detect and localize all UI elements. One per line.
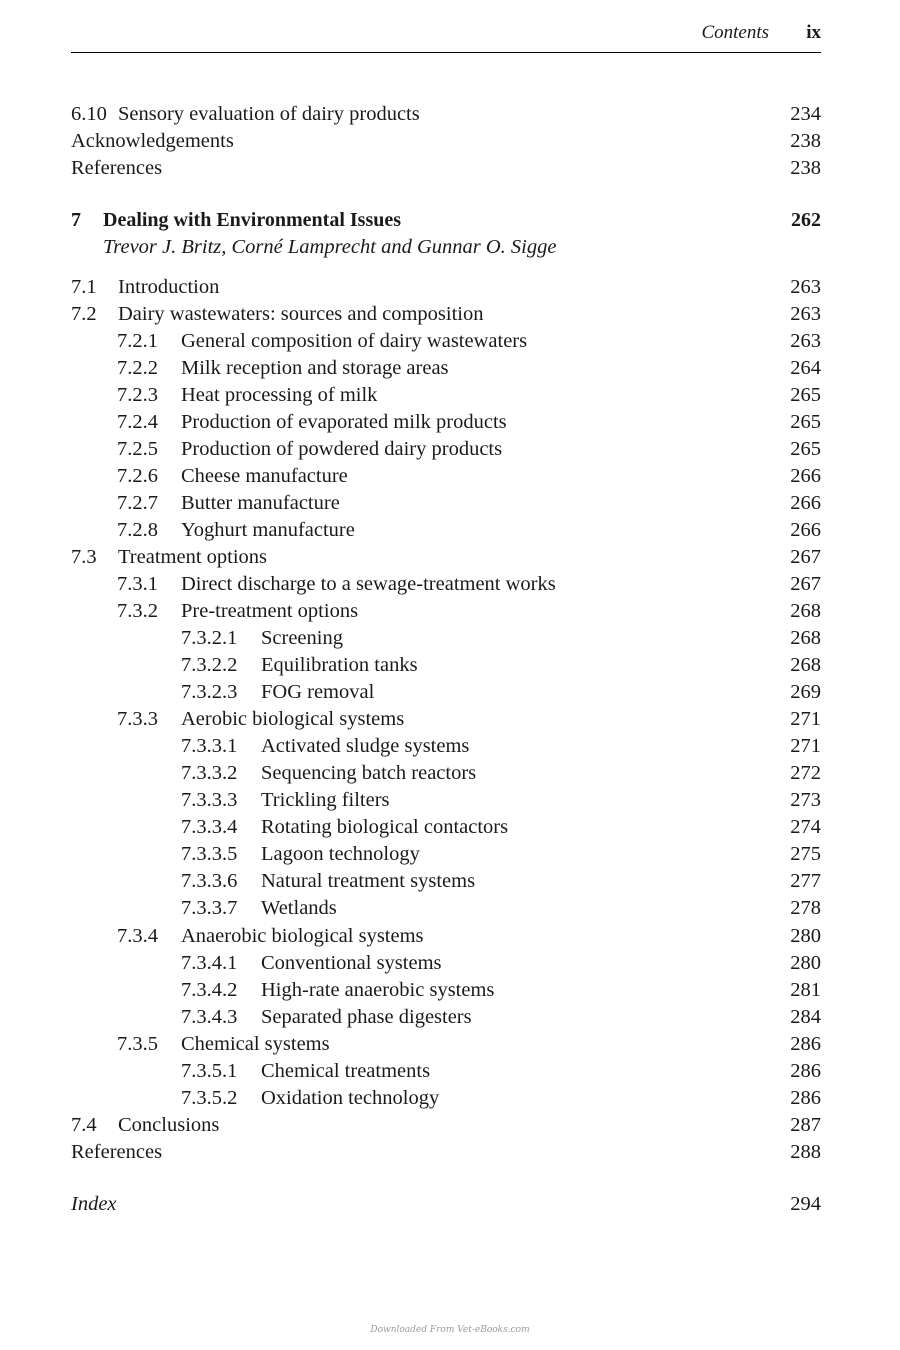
- toc-entry-number: 7.3.3.2: [181, 762, 238, 784]
- toc-entry-page: 264: [790, 357, 821, 379]
- toc-entry-number: 7.2.5: [117, 438, 158, 460]
- toc-entry-title: Treatment options: [118, 546, 268, 568]
- toc-entry-title: Equilibration tanks: [261, 654, 418, 676]
- toc-entry-number: 7.3.3: [117, 708, 158, 730]
- toc-entry-title: Chemical treatments: [261, 1060, 431, 1082]
- toc-entry-page: 263: [790, 276, 821, 298]
- toc-entry-7-3-3-6: [71, 868, 821, 894]
- toc-entry-number: 7.3.2: [117, 600, 158, 622]
- toc-entry-number: 7.3.3.1: [181, 735, 238, 757]
- toc-entry-page: 280: [790, 952, 821, 974]
- toc-entry-number: 7.4: [71, 1114, 97, 1136]
- toc-entry-title: Lagoon technology: [261, 843, 420, 865]
- toc-entry-title: Conclusions: [118, 1114, 220, 1136]
- toc-entry-title: Pre-treatment options: [181, 600, 359, 622]
- toc-entry-page: 238: [790, 130, 821, 152]
- toc-entry-acknowledgements: [71, 128, 821, 154]
- toc-entry-number: 7.3.2.3: [181, 681, 238, 703]
- toc-entry-page: 265: [790, 384, 821, 406]
- toc-entry-references-7: [71, 1139, 821, 1165]
- toc-entry-number: 7.3.3.3: [181, 789, 238, 811]
- toc-entry-number: 7.3.2.2: [181, 654, 238, 676]
- toc-entry-title: Acknowledgements: [71, 130, 234, 152]
- toc-entry-7-3-4: [71, 923, 821, 949]
- toc-entry-number: 7.3.1: [117, 573, 158, 595]
- running-header: [71, 22, 821, 53]
- toc-entry-page: 266: [790, 465, 821, 487]
- toc-entry-7-3-3-2: [71, 760, 821, 786]
- toc-entry-title: Production of powdered dairy products: [181, 438, 503, 460]
- toc-entry-7-3-5: [71, 1031, 821, 1057]
- toc-entry-number: 6.10: [71, 103, 107, 125]
- toc-entry-page: 271: [790, 708, 821, 730]
- toc-entry-number: 7.3.5.1: [181, 1060, 238, 1082]
- toc-entry-number: 7.3.5.2: [181, 1087, 238, 1109]
- toc-chapter-7: [71, 207, 821, 233]
- toc-entry-7-3-2-3: [71, 679, 821, 705]
- toc-entry-title: Chemical systems: [181, 1033, 330, 1055]
- toc-entry-page: 286: [790, 1087, 821, 1109]
- toc-entry-title: Butter manufacture: [181, 492, 340, 514]
- toc-entry-number: 7.3.3.5: [181, 843, 238, 865]
- toc-entry-title: Anaerobic biological systems: [181, 925, 424, 947]
- toc-entry-page: 263: [790, 303, 821, 325]
- toc-entry-7-3-5-2: [71, 1085, 821, 1111]
- toc-entry-page: 277: [790, 870, 821, 892]
- toc-entry-page: 238: [790, 157, 821, 179]
- toc-entry-number: 7.3.4.1: [181, 952, 238, 974]
- toc-entry-page: 263: [790, 330, 821, 352]
- toc-entry-title: References: [71, 157, 163, 179]
- chapter-page: 262: [791, 209, 821, 231]
- toc-entry-7-3-1: [71, 571, 821, 597]
- chapter-title: Dealing with Environmental Issues: [103, 209, 402, 231]
- toc-entry-title: Natural treatment systems: [261, 870, 476, 892]
- toc-entry-page: 271: [790, 735, 821, 757]
- toc-entry-title: Sensory evaluation of dairy products: [118, 103, 420, 125]
- toc-entry-7-3-2-2: [71, 652, 821, 678]
- toc-entry-number: 7.3.5: [117, 1033, 158, 1055]
- toc-entry-7-3-3-3: [71, 787, 821, 813]
- toc-entry-7-3-3-7: [71, 895, 821, 921]
- toc-entry-number: 7.3.3.6: [181, 870, 238, 892]
- toc-entry-7-2: [71, 301, 821, 327]
- toc-entry-7-3-3: [71, 706, 821, 732]
- toc-entry-title: Activated sludge systems: [261, 735, 470, 757]
- toc-entry-number: 7.3.2.1: [181, 627, 238, 649]
- toc-entry-title: Cheese manufacture: [181, 465, 348, 487]
- toc-entry-page: 267: [790, 546, 821, 568]
- toc-entry-page: 275: [790, 843, 821, 865]
- toc-entry-7-2-1: [71, 328, 821, 354]
- toc-entry-page: 266: [790, 519, 821, 541]
- toc-entry-title: References: [71, 1141, 163, 1163]
- toc-entry-7-2-8: [71, 517, 821, 543]
- toc-entry-page: 265: [790, 438, 821, 460]
- toc-entry-page: 274: [790, 816, 821, 838]
- toc-entry-title: Screening: [261, 627, 343, 649]
- toc-entry-page: 273: [790, 789, 821, 811]
- toc-entry-title: Wetlands: [261, 897, 337, 919]
- toc-entry-page: 286: [790, 1033, 821, 1055]
- toc-entry-page: 288: [790, 1141, 821, 1163]
- toc-entry-title: Direct discharge to a sewage-treatment works: [181, 573, 556, 595]
- toc-entry-page: 234: [790, 103, 821, 125]
- toc-entry-number: 7.3.4.2: [181, 979, 238, 1001]
- toc-entry-page: 268: [790, 600, 821, 622]
- toc-entry-page: 272: [790, 762, 821, 784]
- toc-entry-title: Index: [71, 1193, 117, 1215]
- toc-entry-number: 7.2.4: [117, 411, 158, 433]
- toc-entry-title: Heat processing of milk: [181, 384, 378, 406]
- toc-entry-title: FOG removal: [261, 681, 375, 703]
- toc-entry-title: Rotating biological contactors: [261, 816, 509, 838]
- toc-entry-7-3-4-2: [71, 977, 821, 1003]
- toc-entry-number: 7.3.3.4: [181, 816, 238, 838]
- toc-entry-title: Production of evaporated milk products: [181, 411, 507, 433]
- toc-entry-number: 7.2.2: [117, 357, 158, 379]
- toc-entry-number: 7.3.4: [117, 925, 158, 947]
- toc-entry-page: 268: [790, 654, 821, 676]
- toc-entry-title: Milk reception and storage areas: [181, 357, 449, 379]
- toc-entry-title: Aerobic biological systems: [181, 708, 405, 730]
- running-title: Contents: [701, 22, 769, 43]
- toc-entry-7-2-5: [71, 436, 821, 462]
- toc-entry-7-3-2: [71, 598, 821, 624]
- toc-entry-index: [71, 1191, 821, 1217]
- toc-entry-7-3: [71, 544, 821, 570]
- toc-entry-number: 7.3: [71, 546, 97, 568]
- toc-entry-page: 268: [790, 627, 821, 649]
- toc-entry-7-1: [71, 274, 821, 300]
- toc-entry-title: Oxidation technology: [261, 1087, 440, 1109]
- toc-entry-title: Conventional systems: [261, 952, 442, 974]
- toc-entry-title: Trickling filters: [261, 789, 390, 811]
- toc-entry-number: 7.3.4.3: [181, 1006, 238, 1028]
- toc-entry-title: Dairy wastewaters: sources and composition: [118, 303, 484, 325]
- toc-entry-page: 266: [790, 492, 821, 514]
- toc-entry-title: High-rate anaerobic systems: [261, 979, 495, 1001]
- toc-entry-title: Separated phase digesters: [261, 1006, 472, 1028]
- chapter-authors: [71, 234, 821, 260]
- toc-entry-7-3-3-5: [71, 841, 821, 867]
- toc-entry-number: 7.2.1: [117, 330, 158, 352]
- toc-entry-page: 267: [790, 573, 821, 595]
- toc-entry-7-3-3-1: [71, 733, 821, 759]
- toc-entry-7-2-6: [71, 463, 821, 489]
- toc-entry-page: 269: [790, 681, 821, 703]
- toc-entry-number: 7.2.8: [117, 519, 158, 541]
- toc-entry-page: 287: [790, 1114, 821, 1136]
- toc-entry-7-3-4-1: [71, 950, 821, 976]
- toc-entry-page: 286: [790, 1060, 821, 1082]
- toc-entry-7-3-2-1: [71, 625, 821, 651]
- authors-text: Trevor J. Britz, Corné Lamprecht and Gunnar O. Sigge: [103, 236, 557, 258]
- toc-entry-7-2-2: [71, 355, 821, 381]
- toc-entry-page: 281: [790, 979, 821, 1001]
- toc-entry-6-10: [71, 101, 821, 127]
- toc-entry-number: 7.2: [71, 303, 97, 325]
- toc-entry-title: Yoghurt manufacture: [181, 519, 355, 541]
- toc-entry-page: 278: [790, 897, 821, 919]
- download-watermark: Downloaded From Vet-eBooks.com: [370, 1325, 530, 1335]
- toc-entry-7-3-4-3: [71, 1004, 821, 1030]
- toc-entry-7-2-4: [71, 409, 821, 435]
- toc-entry-page: 265: [790, 411, 821, 433]
- toc-entry-title: General composition of dairy wastewaters: [181, 330, 528, 352]
- toc-entry-7-2-7: [71, 490, 821, 516]
- toc-entry-page: 284: [790, 1006, 821, 1028]
- toc-entry-number: 7.3.3.7: [181, 897, 238, 919]
- toc-entry-number: 7.2.6: [117, 465, 158, 487]
- chapter-number: 7: [71, 209, 81, 231]
- toc-entry-7-3-5-1: [71, 1058, 821, 1084]
- toc-entry-title: Introduction: [118, 276, 220, 298]
- toc-entry-7-2-3: [71, 382, 821, 408]
- toc-entry-number: 7.1: [71, 276, 97, 298]
- toc-entry-page: 294: [790, 1193, 821, 1215]
- toc-entry-references: [71, 155, 821, 181]
- toc-entry-number: 7.2.3: [117, 384, 158, 406]
- toc-entry-number: 7.2.7: [117, 492, 158, 514]
- toc-entry-title: Sequencing batch reactors: [261, 762, 477, 784]
- toc-entry-7-3-3-4: [71, 814, 821, 840]
- toc-entry-7-4: [71, 1112, 821, 1138]
- toc-entry-page: 280: [790, 925, 821, 947]
- page-number: ix: [806, 22, 821, 43]
